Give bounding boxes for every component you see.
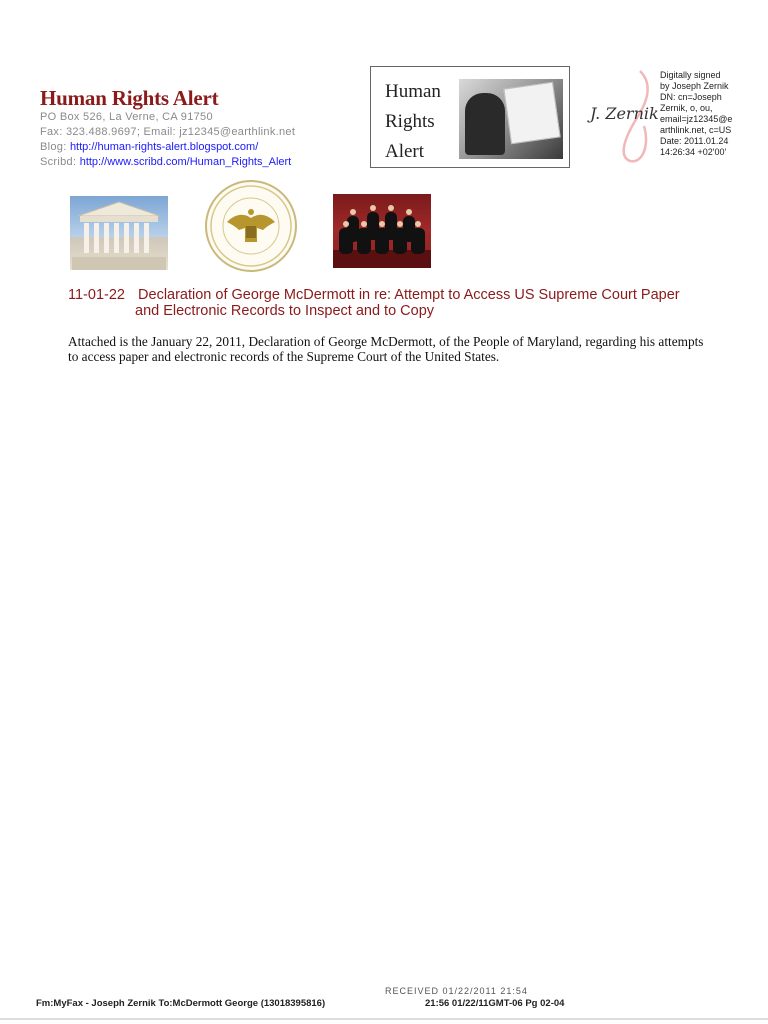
logo-word-rights: Rights (385, 111, 435, 132)
logo-word-human: Human (385, 81, 441, 102)
blog-label: Blog: (40, 141, 67, 153)
signature-line: Digitally signed (660, 70, 721, 80)
logo-photo-figure (465, 93, 505, 155)
signature-line: Zernik, o, ou, (660, 103, 713, 113)
scribd-label: Scribd: (40, 156, 77, 168)
signature-line: email=jz12345@e (660, 114, 733, 124)
signature-glyph: J. Zernik (590, 104, 659, 123)
signature-line: by Joseph Zernik (660, 81, 729, 91)
logo-photo (459, 79, 563, 159)
address-line: PO Box 526, La Verne, CA 91750 (40, 111, 213, 123)
document-subject (68, 287, 728, 319)
subject-title-line-1: Declaration of George McDermott in re: Attempt to Access US Supreme Court Paper (138, 287, 680, 303)
signature-line: 14:26:34 +02'00' (660, 147, 727, 157)
supreme-court-seal-image (205, 180, 297, 272)
blog-line (40, 141, 258, 153)
signature-line: DN: cn=Joseph (660, 92, 722, 102)
body-paragraph: Attached is the January 22, 2011, Declaration of George McDermott, of the People of Maryland, regarding his attempts to access paper and electronic records of the Supreme Court of the United States. (68, 334, 704, 364)
fax-email-line: Fax: 323.488.9697; Email: jz12345@earthlink.net (40, 126, 296, 138)
fax-received-stamp: RECEIVED 01/22/2011 21:54 (385, 986, 528, 996)
logo-photo-document (503, 82, 560, 144)
fax-timestamp-page: 21:56 01/22/11GMT-06 Pg 02-04 (425, 998, 565, 1009)
supreme-court-building-image (70, 196, 168, 270)
org-title: Human Rights Alert (40, 86, 219, 110)
subject-title-line-2: and Electronic Records to Inspect and to Copy (135, 303, 435, 319)
scribd-line (40, 156, 291, 168)
hra-logo (370, 66, 570, 168)
supreme-court-justices-image (333, 194, 431, 268)
signature-line: Date: 2011.01.24 (660, 136, 729, 146)
digital-signature-text (660, 70, 768, 158)
logo-word-alert: Alert (385, 141, 425, 162)
scribd-link[interactable]: http://www.scribd.com/Human_Rights_Alert (79, 156, 292, 168)
fax-from-to: Fm:MyFax - Joseph Zernik To:McDermott George (13018395816) (36, 998, 326, 1009)
blog-link[interactable]: http://human-rights-alert.blogspot.com/ (69, 141, 259, 153)
document-date: 11-01-22 (68, 287, 125, 303)
footer-divider (0, 1018, 768, 1020)
signature-line: arthlink.net, c=US (660, 125, 732, 135)
subject-line-1 (68, 287, 728, 303)
